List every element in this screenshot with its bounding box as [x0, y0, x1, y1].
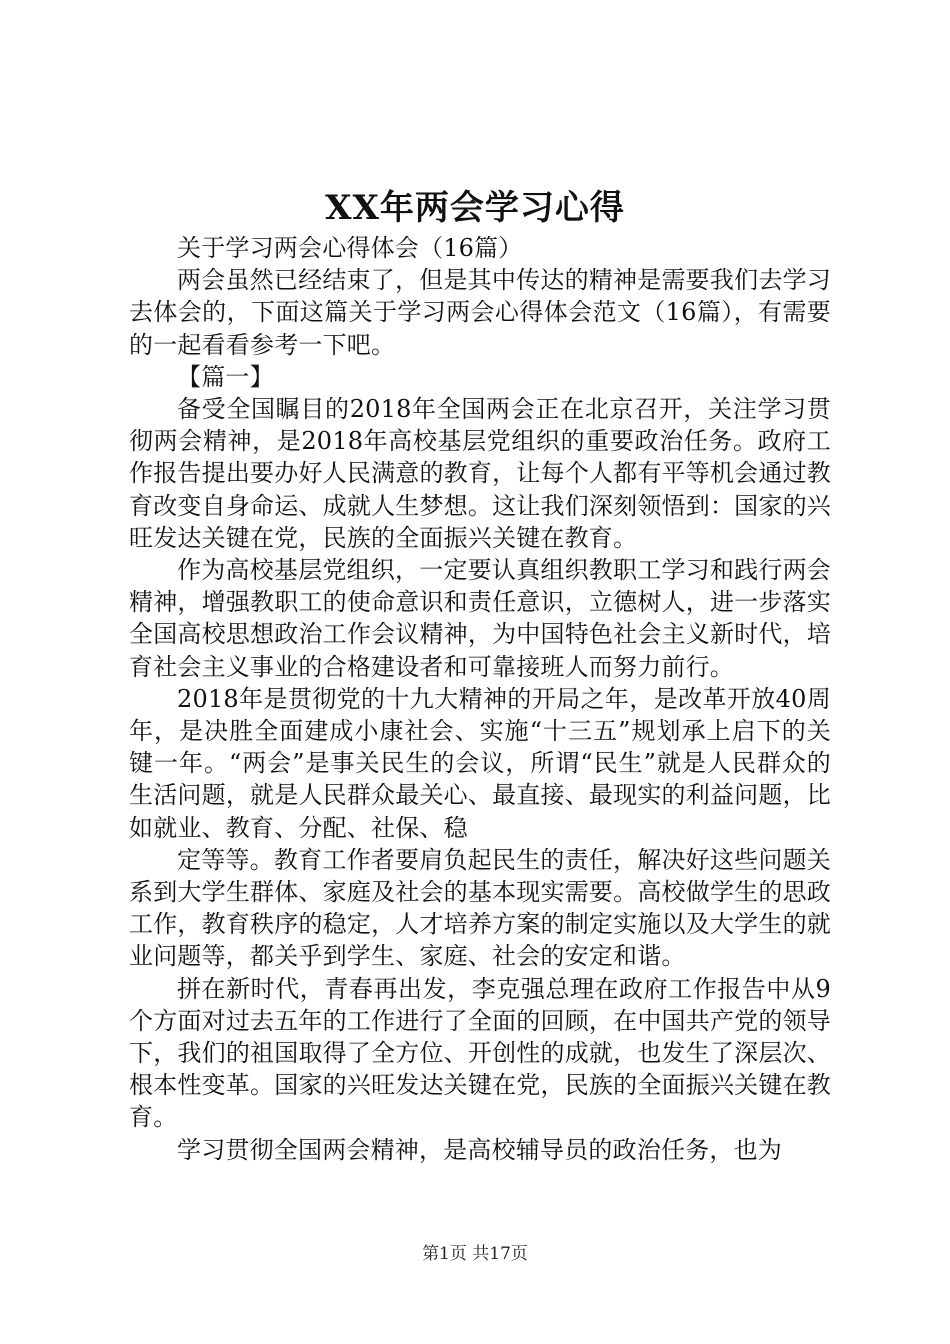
- paragraph-body: 定等等。教育工作者要肩负起民生的责任，解决好这些问题关系到大学生群体、家庭及社会的基本现实需要。高校做学生的思政工作，教育秩序的稳定，人才培养方案的制定实施以及大学生的就业问题等，都关乎到学生、家庭、社会的安定和谐。: [129, 845, 831, 971]
- paragraph-body: 拼在新时代，青春再出发，李克强总理在政府工作报告中从9个方面对过去五年的工作进行了全面的回顾，在中国共产党的领导下，我们的祖国取得了全方位、开创性的成就，也发生了深层次、根本性变革。国家的兴旺发达关键在党，民族的全面振兴关键在教育。: [129, 974, 831, 1132]
- section-heading: 【篇一】: [177, 362, 274, 391]
- paragraph-body: 学习贯彻全国两会精神，是高校辅导员的政治任务，也为: [177, 1135, 782, 1164]
- paragraph-body: 2018年是贯彻党的十九大精神的开局之年，是改革开放40周年，是决胜全面建成小康社会、实施“十三五”规划承上启下的关键一年。“两会”是事关民生的会议，所谓“民生”就是人民群众的生活问题，就是人民群众最关心、最直接、最现实的利益问题，比如就业、教育、分配、社保、稳: [129, 684, 831, 842]
- paragraph-body: 备受全国瞩目的2018年全国两会正在北京召开，关注学习贯彻两会精神，是2018年高校基层党组织的重要政治任务。政府工作报告提出要办好人民满意的教育，让每个人都有平等机会通过教育改变自身命运、成就人生梦想。这让我们深刻领悟到：国家的兴旺发达关键在党，民族的全面振兴关键在教育。: [129, 395, 831, 552]
- page-footer: 第1页 共17页: [422, 1244, 528, 1264]
- paragraph-subtitle: 关于学习两会心得体会（16篇）: [177, 234, 523, 262]
- paragraph-intro: 两会虽然已经结束了，但是其中传达的精神是需要我们去学习去体会的，下面这篇关于学习两会心得体会范文（16篇），有需要的一起看看参考一下吧。: [129, 266, 831, 359]
- document-title: XX年两会学习心得: [325, 188, 625, 228]
- paragraph-body: 作为高校基层党组织，一定要认真组织教职工学习和践行两会精神，增强教职工的使命意识和责任意识，立德树人，进一步落实全国高校思想政治工作会议精神，为中国特色社会主义新时代，培育社会主义事业的合格建设者和可靠接班人而努力前行。: [129, 556, 831, 681]
- document-body: [129, 232, 831, 1166]
